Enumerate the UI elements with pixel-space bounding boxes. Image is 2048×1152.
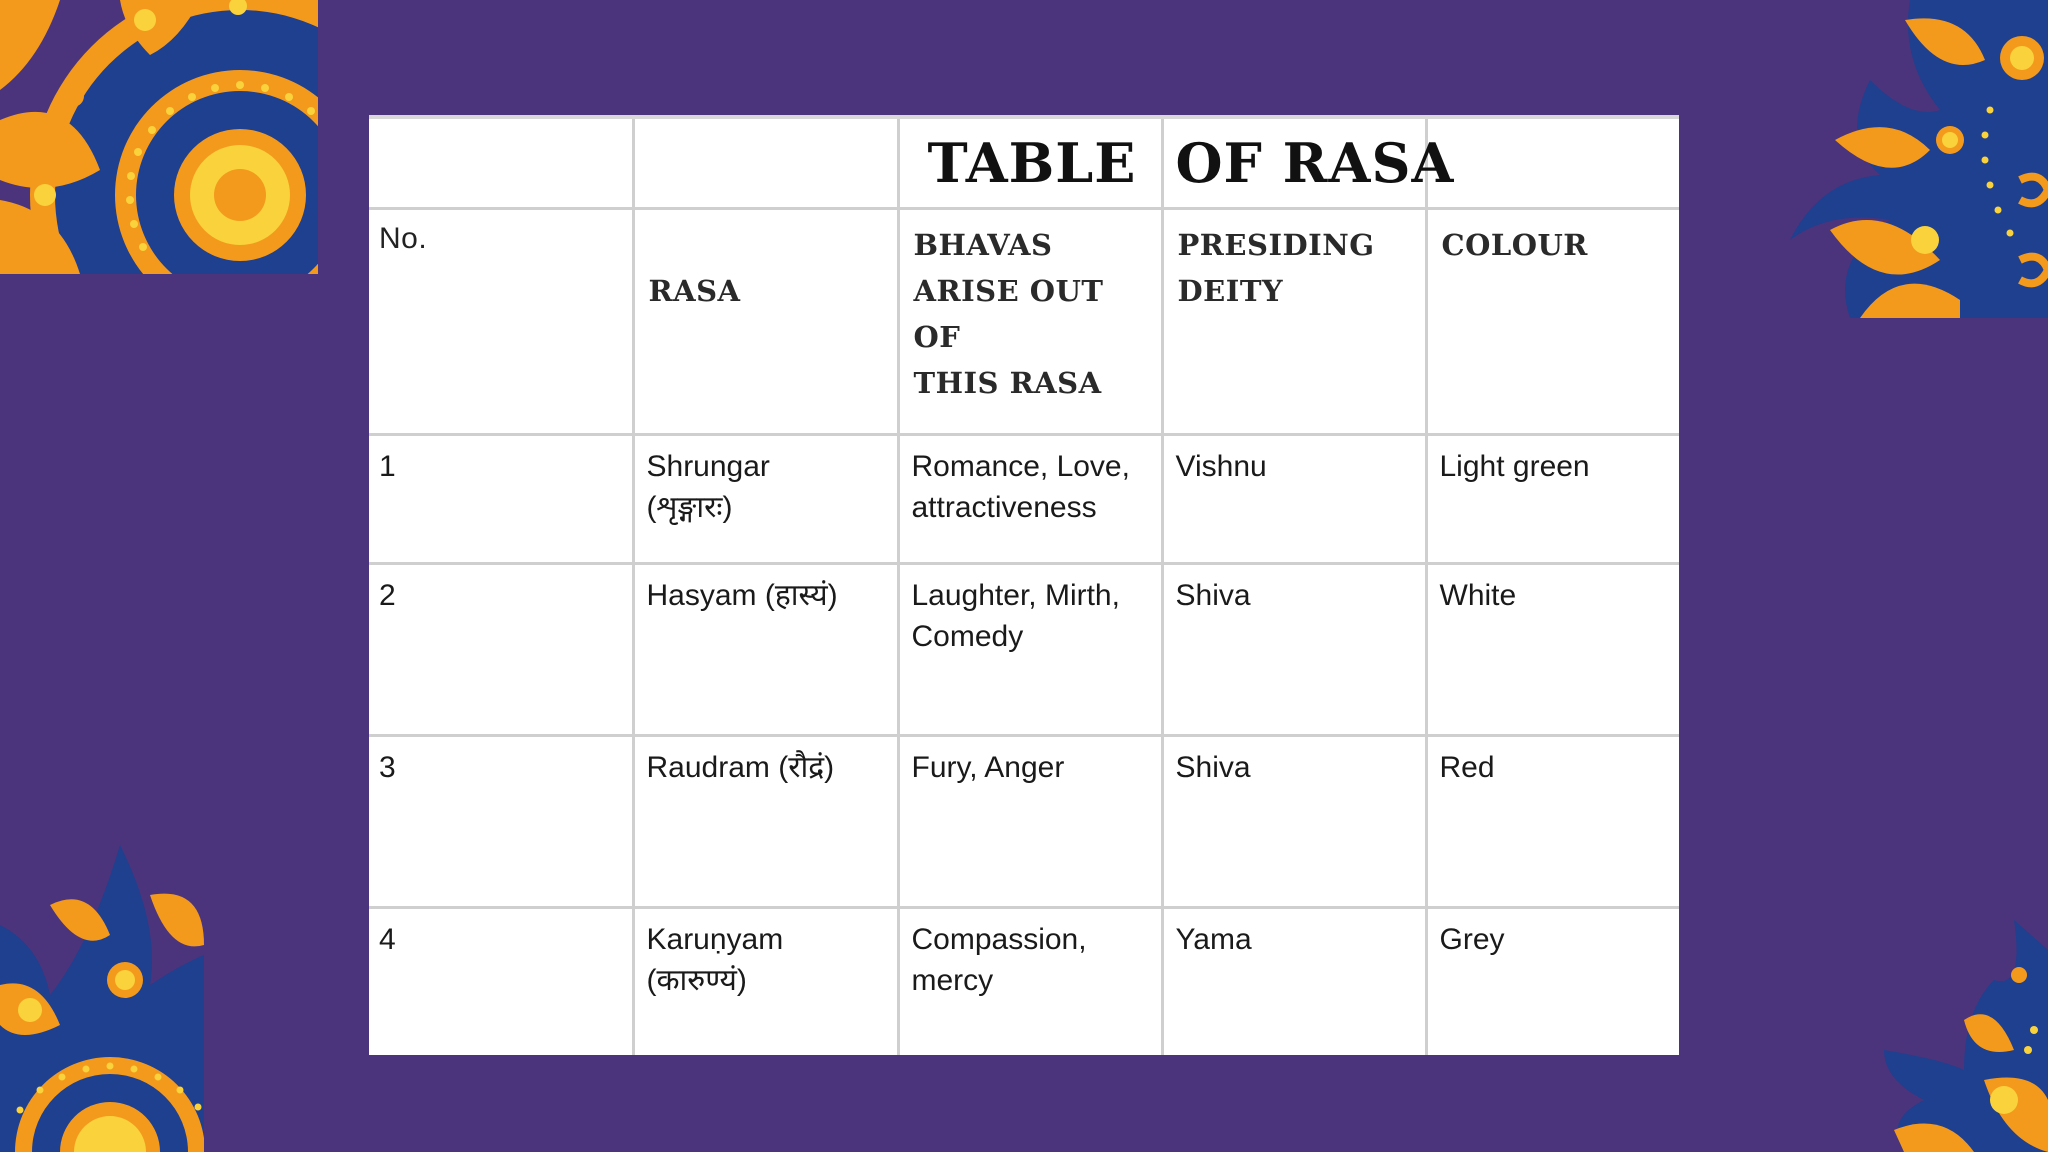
cell-bhavas-line1: Laughter, Mirth, (911, 578, 1120, 612)
header-deity (1162, 208, 1426, 434)
table-title-row (369, 119, 1679, 208)
cell-deity: Shiva (1162, 735, 1426, 907)
cell-deity: Yama (1162, 907, 1426, 1055)
header-deity-line1: PRESIDING (1177, 227, 1375, 262)
cell-bhavas-line1: Romance, Love, (911, 449, 1130, 483)
cell-rasa-line1: Hasyam (हास्यं) (646, 578, 838, 612)
cell-rasa-line2: (कारुण्यं) (646, 963, 747, 997)
header-bhavas-line2: ARISE OUT OF (913, 273, 1104, 354)
cell-deity: Shiva (1162, 563, 1426, 735)
cell-colour: White (1426, 563, 1679, 735)
table-row (369, 434, 1679, 563)
cell-bhavas-line1: Fury, Anger (911, 750, 1065, 784)
cell-bhavas-line1: Compassion, (911, 922, 1087, 956)
cell-deity: Vishnu (1162, 434, 1426, 563)
header-no: No. (369, 208, 633, 434)
table-row (369, 907, 1679, 1055)
cell-colour: Light green (1426, 434, 1679, 563)
cell-bhavas (898, 563, 1162, 735)
cell-bhavas-line2: attractiveness (911, 490, 1097, 524)
mandala-decoration-top-right (1790, 0, 2048, 318)
table-header-row (369, 208, 1679, 434)
cell-rasa-line1: Karuṇyam (646, 922, 784, 956)
table-cell (1426, 119, 1679, 208)
mandala-decoration-bottom-right (1884, 920, 2048, 1152)
header-bhavas (898, 208, 1162, 434)
cell-rasa (633, 735, 898, 907)
cell-no: 4 (369, 907, 633, 1055)
table-title-left: TABLE (898, 119, 1162, 208)
mandala-icon (1790, 0, 2048, 318)
cell-rasa-line1: Raudram (रौद्रं) (646, 750, 835, 784)
cell-no: 3 (369, 735, 633, 907)
header-deity-line2: DEITY (1177, 273, 1284, 308)
rasa-table (369, 119, 1679, 1055)
cell-no: 2 (369, 563, 633, 735)
cell-bhavas (898, 434, 1162, 563)
cell-bhavas (898, 735, 1162, 907)
cell-rasa-line2: (शृङ्गारः) (646, 490, 733, 524)
table-cell (633, 119, 898, 208)
cell-bhavas-line2: Comedy (911, 619, 1024, 653)
mandala-decoration-bottom-left (0, 845, 204, 1152)
table-title-right: OF RASA (1162, 119, 1426, 208)
rasa-table-container (369, 115, 1679, 1055)
cell-rasa (633, 434, 898, 563)
cell-bhavas-line2: mercy (911, 963, 994, 997)
cell-rasa-line1: Shrungar (646, 449, 770, 483)
cell-colour: Red (1426, 735, 1679, 907)
table-cell (369, 119, 633, 208)
mandala-icon (1884, 920, 2048, 1152)
mandala-icon (0, 845, 204, 1152)
header-bhavas-line3: THIS RASA (913, 365, 1102, 400)
cell-no: 1 (369, 434, 633, 563)
cell-rasa (633, 563, 898, 735)
mandala-decoration-top-left (0, 0, 318, 274)
table-row (369, 735, 1679, 907)
cell-colour: Grey (1426, 907, 1679, 1055)
header-colour: COLOUR (1426, 208, 1679, 434)
mandala-icon (0, 0, 318, 274)
header-rasa: RASA (633, 208, 898, 434)
header-bhavas-line1: BHAVAS (913, 227, 1053, 262)
cell-rasa (633, 907, 898, 1055)
cell-bhavas (898, 907, 1162, 1055)
table-row (369, 563, 1679, 735)
